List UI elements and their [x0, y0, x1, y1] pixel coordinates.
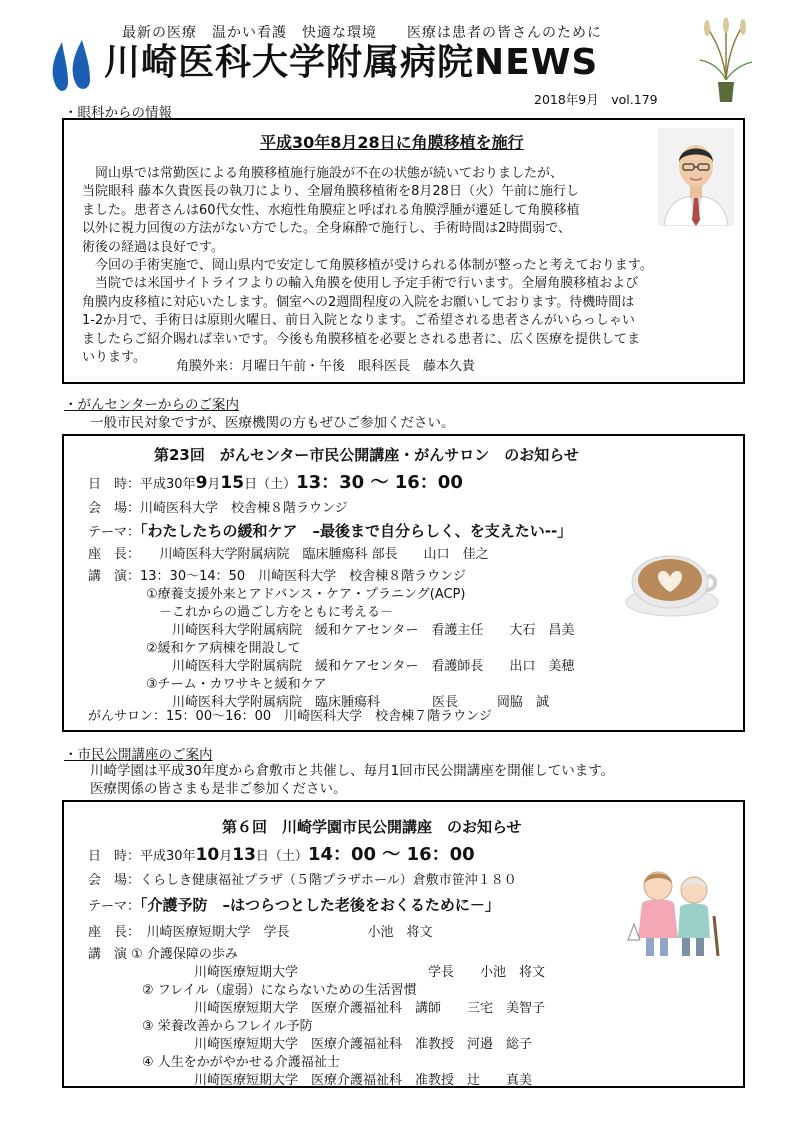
lecture-line: ②緩和ケア病棟を開設して — [146, 641, 301, 656]
ophthalmology-box — [62, 118, 745, 384]
pampas-grass-icon — [698, 18, 754, 108]
section-label-text: ・市民公開講座のご案内 — [64, 747, 213, 763]
section-label-text: ・がんセンターからのご案内 — [64, 397, 239, 413]
date-label: 日 時： — [88, 477, 141, 492]
theme-title: 「わたしたちの緩和ケア –最後まで自分らしく、を支えたい--」 — [140, 522, 573, 540]
body-line: 1-2か月で、手術日は原則火曜日、前日入院となります。ご希望される患者さんがいらっしゃい — [82, 313, 635, 329]
body-line: いります。 — [82, 350, 146, 366]
newsletter-title: 川崎医科大学附属病院NEWS — [104, 42, 599, 83]
theme-label: テーマ： — [88, 899, 141, 914]
date-month: 9 — [195, 473, 208, 493]
lecture-line: 川崎医療短期大学 医療介護福祉科 准教授 辻 真美 — [142, 1073, 533, 1088]
cancer-venue: 会 場：川崎医科大学 校舎棟８階ラウンジ — [88, 501, 348, 516]
lecture-line: ③チーム・カワサキと緩和ケア — [146, 677, 327, 692]
lecture-line: 川崎医科大学附属病院 臨床腫瘍科 医長 岡脇 誠 — [146, 695, 550, 710]
lecture-line: 川崎医療短期大学 学長 小池 将文 — [142, 965, 546, 980]
elderly-couple-icon — [624, 864, 724, 960]
date-mid: 月 — [219, 849, 233, 864]
lecture-line: ② フレイル（虚弱）にならないための生活習慣 — [142, 983, 417, 998]
public-headline: 第６回 川崎学園市民公開講座 のお知らせ — [222, 818, 522, 836]
cancer-salon: がんサロン：15：00～16：00 川崎医科大学 校舎棟７階ラウンジ — [88, 709, 492, 724]
lecture-line: －これからの過ごし方をともに考える－ — [146, 605, 394, 620]
cornea-clinic-info: 角膜外来：月曜日午前・午後 眼科医長 藤本久貴 — [176, 359, 476, 374]
body-line: 岡山県では常勤医による角膜移植施行施設が不在の状態が続いておりましたが、 — [82, 166, 564, 181]
date-prefix: 平成30年 — [140, 849, 196, 864]
lecture-line: 川崎医科大学附属病院 緩和ケアセンター 看護主任 大石 昌美 — [146, 623, 575, 638]
cancer-date-row — [88, 474, 463, 494]
cancer-theme-row — [88, 522, 572, 542]
date-day: 13 — [232, 845, 256, 865]
date-time: 14：00 ～ 16：00 — [307, 844, 475, 865]
date-label: 日 時： — [88, 849, 141, 864]
section-label-ophthalmology: ・眼科からの情報 — [64, 105, 172, 121]
body-line: 当院では米国サイトライフよりの輸入角膜を使用し予定手術で行います。全層角膜移植および — [82, 276, 639, 292]
date-suffix: 日（土） — [244, 477, 297, 492]
body-line: 角膜内皮移植に対応いたします。個室への2週間程度の入院をお願いしております。待機時間は — [82, 294, 635, 310]
cancer-lecture-list — [146, 586, 574, 712]
body-line: 今回の手術実施で、岡山県内で安定して角膜移植が受けられる体制が整ったと考えております。 — [82, 258, 653, 274]
public-lecture-list — [142, 964, 545, 1090]
public-venue: 会 場：くらしき健康福祉プラザ（５階プラザホール）倉敷市笹沖１８０ — [88, 873, 517, 888]
logo-drops-icon — [48, 38, 96, 94]
theme-title: 「介護予防 –はつらつとした老後をおくるために－」 — [140, 896, 500, 914]
body-line: ました。患者さんは60代女性、水疱性角膜症と呼ばれる角膜浮腫が遷延して角膜移植 — [82, 202, 580, 218]
lecture-line: 川崎医療短期大学 医療介護福祉科 准教授 河邉 総子 — [142, 1037, 533, 1052]
public-date-row — [88, 846, 475, 866]
body-line: 以外に視力回復の方法がない方でした。全身麻酔で施行し、手術時間は2時間弱で、 — [82, 221, 572, 237]
date-suffix: 日（土） — [255, 849, 308, 864]
public-intro-2: 医療関係の皆さまも是非ご参加ください。 — [90, 781, 347, 797]
public-lecture-box — [62, 800, 745, 1088]
lecture-line: 川崎医療短期大学 医療介護福祉科 講師 三宅 美智子 — [142, 1001, 546, 1016]
latte-cup-icon — [624, 546, 720, 618]
body-line: 術後の経過は良好です。 — [82, 239, 224, 255]
body-line: 当院眼科 藤本久貴医長の執刀により、全層角膜移植術を8月28日（火）午前に施行し — [82, 184, 579, 200]
lecture-line: ③ 栄養改善からフレイル予防 — [142, 1019, 313, 1034]
section-label-cancer-center — [64, 393, 239, 413]
lecture-line: ①療養支援外来とアドバンス・ケア・プラニング(ACP) — [146, 587, 466, 602]
public-intro-1: 川崎学園は平成30年度から倉敷市と共催し、毎月1回市民公開講座を開催しています。 — [90, 763, 615, 779]
ophthalmology-body — [82, 165, 737, 367]
public-chair: 座 長： 川崎医療短期大学 学長 小池 将文 — [88, 925, 433, 940]
date-prefix: 平成30年 — [140, 477, 196, 492]
date-time: 13：30 ～ 16：00 — [296, 472, 463, 493]
cancer-lecture-head: 講 演：13：30～14：50 川崎医科大学 校舎棟８階ラウンジ — [88, 569, 466, 584]
tagline: 最新の医療 温かい看護 快適な環境 医療は患者の皆さんのために — [122, 25, 602, 41]
date-day: 15 — [220, 473, 245, 493]
theme-label: テーマ： — [88, 525, 141, 540]
cancer-box — [62, 434, 745, 732]
cancer-chair: 座 長： 川崎医科大学附属病院 臨床腫瘍科 部長 山口 佳之 — [88, 547, 489, 562]
public-lecture-head: 講 演 ① 介護保障の歩み — [88, 947, 238, 962]
date-month: 10 — [195, 845, 220, 865]
date-mid: 月 — [207, 477, 221, 492]
cancer-intro: 一般市民対象ですが、医療機関の方もぜひご参加ください。 — [90, 415, 455, 431]
cancer-headline: 第23回 がんセンター市民公開講座・がんサロン のお知らせ — [154, 446, 579, 464]
section-label-public-lecture — [64, 743, 213, 763]
ophthalmology-headline: 平成30年8月28日に角膜移植を施行 — [260, 133, 524, 152]
lecture-line: 川崎医科大学附属病院 緩和ケアセンター 看護師長 出口 美穂 — [146, 659, 575, 674]
lecture-line: ④ 人生をかがやかせる介護福祉士 — [142, 1055, 340, 1070]
issue-number: 2018年9月 vol.179 — [534, 92, 658, 107]
public-theme-row — [88, 896, 500, 916]
body-line: ましたらご紹介賜れば幸いです。今後も角膜移植を必要とされる患者に、広く医療を提供してま — [82, 331, 640, 347]
